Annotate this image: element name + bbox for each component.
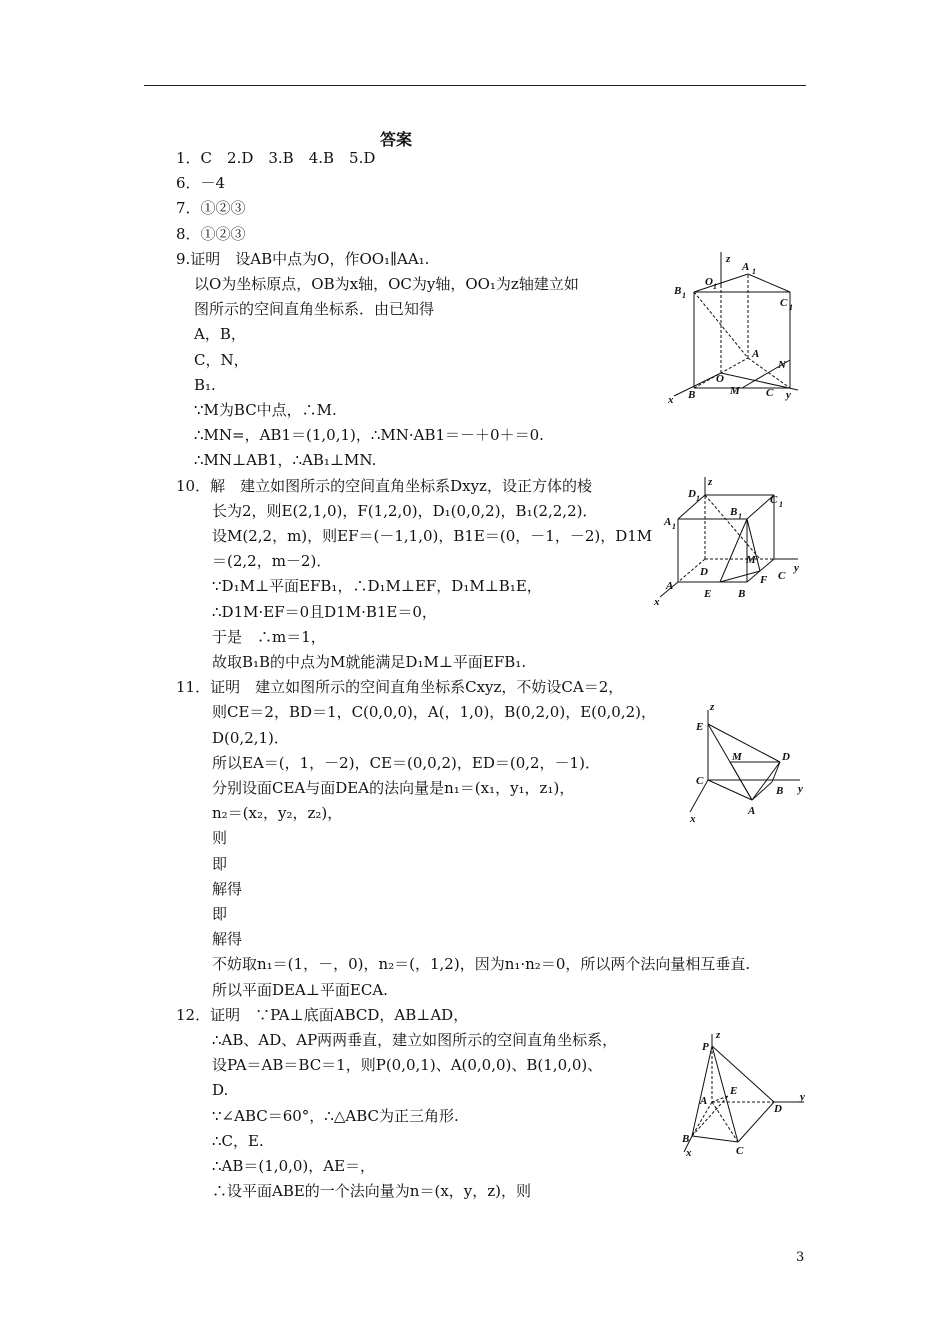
text-line: ∵∠ABC＝60°，∴△ABC为正三角形. [212,1106,459,1125]
text-line: 以O为坐标原点，OB为x轴，OC为y轴，OO₁为z轴建立如 [194,275,579,293]
text-line: 图所示的空间直角坐标系．由已知得 [194,300,435,319]
figure-9-prism [668,248,808,408]
text-line: ＝(2,2，m－2)． [212,552,332,571]
text-line: 解得 [212,879,243,898]
text-line: ∴设平面ABE的一个法向量为n＝(x，y，z)，则 [212,1182,532,1201]
fig10-label: M [746,554,756,566]
text-line: ∴D1M·EF＝0且D1M·B1E＝0， [212,602,437,621]
fig9-label: x [668,394,674,406]
text-line: ∴AB、AD、AP两两垂直，建立如图所示的空间直角坐标系， [212,1031,618,1049]
fig10-label: A [664,516,672,528]
fig11-label: y [798,783,803,795]
fig9-label: y [786,389,791,401]
fig11-label: z [710,701,715,713]
fig10-label: B [738,588,746,600]
fig10-label: 1 [696,494,700,503]
fig9-label: A [752,348,760,360]
text-line: 11．证明 建立如图所示的空间直角坐标系Cxyz，不妨设CA＝2， [176,678,624,697]
fig9-label: B [688,389,696,401]
text-line: ∵D₁M⊥平面EFB₁，∴D₁M⊥EF，D₁M⊥B₁E， [212,577,542,596]
fig9-label: O [705,276,713,288]
text-line: 则 [212,829,228,848]
fig9-label: 1 [752,267,756,276]
text-line: 8．①②③ [176,224,246,243]
text-line: 解得 [212,930,243,949]
fig10-label: D [700,566,708,578]
fig12-label: z [716,1030,721,1041]
text-line: 设M(2,2，m)，则EF＝(－1,1,0)，B1E＝(0，－1，－2)，D1M [212,527,653,545]
fig9-label: B [674,285,682,297]
text-line: 即 [212,854,228,873]
fig10-label: B [730,506,738,518]
fig10-label: C [778,570,786,582]
text-line: D. [212,1081,229,1100]
fig11-label: A [748,805,756,817]
text-line: 1．C 2.D 3.B 4.B 5.D [176,149,376,167]
fig10-label: A [666,580,674,592]
fig9-label: M [730,385,740,397]
fig10-label: F [760,574,768,586]
fig9-label: 1 [713,282,717,291]
text-line: n₂＝(x₂，y₂，z₂)， [212,804,343,823]
text-line: 长为2，则E(2,1,0)，F(1,2,0)，D₁(0,0,2)，B₁(2,2,2)． [212,501,598,520]
text-line: 12．证明 ∵PA⊥底面ABCD，AB⊥AD， [176,1005,469,1024]
text-line: D(0,2,1)． [212,728,289,747]
fig10-label: 1 [738,512,742,521]
fig11-label: C [696,775,704,787]
text-line: 分别设面CEA与面DEA的法向量是n₁＝(x₁，y₁，z₁)， [212,779,575,797]
fig12-label: E [730,1085,738,1097]
text-line: ∴AB＝(1,0,0)，AE＝， [212,1157,376,1175]
text-line: 设PA＝AB＝BC＝1，则P(0,0,1)、A(0,0,0)、B(1,0,0)、 [212,1056,603,1075]
fig10-label: x [654,596,660,608]
fig11-label: D [782,751,790,763]
fig12-label: C [736,1145,744,1157]
fig9-label: C [780,297,788,309]
fig12-label: B [682,1133,690,1145]
answer-title: 答案 [380,130,413,149]
text-line: A，B， [194,325,246,344]
fig10-label: 1 [779,500,783,509]
fig9-label: 1 [789,303,793,312]
fig10-label: 1 [672,522,676,531]
text-line: ∴MN⊥AB1，∴AB₁⊥MN. [194,451,377,470]
fig12-label: D [774,1103,782,1115]
text-line: 7．①②③ [176,199,246,218]
text-line: 所以平面DEA⊥平面ECA. [212,980,388,999]
fig9-label: z [726,253,731,265]
figure-12-pyramid [678,1030,813,1165]
text-line: 所以EA＝(，1，－2)，CE＝(0,0,2)，ED＝(0,2，－1)． [212,753,600,772]
fig10-label: C [770,494,778,506]
fig10-label: y [794,562,799,574]
text-line: B₁. [194,375,216,394]
text-line: 6．－4 [176,174,226,193]
text-line: ∴C，E. [212,1131,264,1150]
text-line: 9.证明 设AB中点为O，作OO₁∥AA₁. [176,249,430,268]
figure-10-cube [650,475,810,610]
text-line: 故取B₁B的中点为M就能满足D₁M⊥平面EFB₁. [212,653,527,671]
text-line: 不妨取n₁＝(1，－，0)，n₂＝(，1,2)，因为n₁·n₂＝0，所以两个法向量相互垂直. [212,955,751,974]
header-rule [144,85,806,86]
text-line: ∴MN=，AB1＝(1,0,1)，∴MN·AB1＝－＋0＋＝0. [194,426,544,445]
fig9-label: C [766,387,774,399]
text-line: 于是 ∴m＝1， [212,627,326,646]
fig11-label: M [732,751,742,763]
text-line: 则CE＝2，BD＝1，C(0,0,0)，A(，1,0)，B(0,2,0)，E(0,0,2)， [212,703,657,722]
fig9-label: 1 [682,291,686,300]
fig11-label: B [776,785,784,797]
fig10-label: z [708,476,713,488]
fig12-label: P [702,1041,709,1053]
fig12-label: y [800,1091,805,1103]
fig10-label: E [704,588,712,600]
text-line: 10．解 建立如图所示的空间直角坐标系Dxyz，设正方体的棱 [176,476,592,495]
fig9-label: A [742,261,750,273]
text-line: 即 [212,905,228,923]
page-number: 3 [796,1250,805,1265]
text-line: ∵M为BC中点，∴M. [194,401,337,419]
figure-11-tetrahedron [680,700,820,825]
fig10-label: D [688,488,696,500]
fig12-label: A [700,1095,708,1107]
fig11-label: x [690,813,696,825]
fig9-label: O [716,373,724,385]
fig12-label: x [686,1147,692,1159]
fig9-label: N [778,359,786,371]
fig11-label: E [696,721,704,733]
text-line: C，N， [194,350,249,369]
